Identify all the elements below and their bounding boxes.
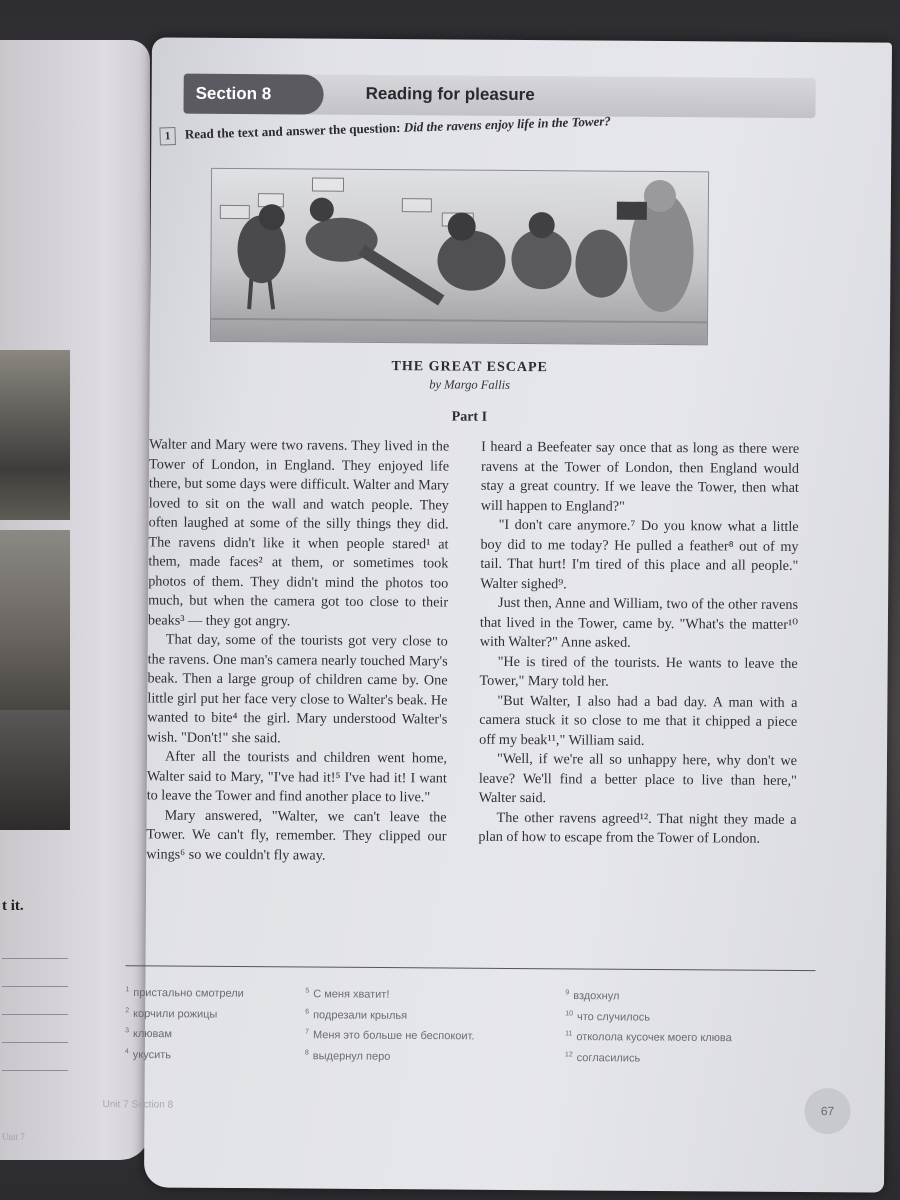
footnote — [125, 981, 244, 1002]
paragraph: After all the tourists and children went home, Walter said to Mary, "I've had it!⁵ I've had it! I want to leave the Tower and find another place to live." — [146, 748, 448, 806]
ravens-drawing — [211, 169, 708, 344]
footnote — [125, 1023, 244, 1044]
page-footer-unit: Unit 7 Section 8 — [102, 1099, 174, 1111]
story-column-right — [478, 438, 799, 850]
footnote-number: 6 — [305, 1008, 310, 1016]
footnote-divider — [126, 965, 816, 971]
footnotes-column-3 — [565, 984, 732, 1068]
footnote-text: что случилось — [576, 1010, 651, 1024]
task-number: 1 — [159, 127, 176, 145]
paragraph: "He is tired of the tourists. He wants to leave the Tower," Mary told her. — [479, 653, 798, 690]
footnote — [125, 1043, 244, 1064]
footnote — [305, 1024, 475, 1046]
textbook-page — [102, 37, 892, 1192]
paragraph: Just then, Anne and William, two of the other ravens that lived in the Tower, came by. "What's the matter¹⁰ with Walter?" Anne asked. — [479, 594, 799, 651]
footnote-text: укусить — [132, 1048, 172, 1062]
footnote-text: корчили рожицы — [133, 1007, 218, 1021]
left-photo-statue — [0, 350, 70, 520]
footnote — [305, 983, 475, 1005]
footnote-text: С меня хватит! — [313, 988, 390, 1001]
footnotes-column-1 — [125, 981, 244, 1064]
footnote-number: 8 — [304, 1049, 309, 1057]
footnote-number: 10 — [565, 1009, 574, 1018]
left-photo-beefeater — [0, 530, 70, 740]
footnotes-column-2 — [305, 983, 475, 1067]
paragraph: Mary answered, "Walter, we can't leave the Tower. We can't fly, remember. They clipped our wings⁶ so we couldn't fly away. — [146, 807, 447, 864]
footnote — [305, 1003, 475, 1025]
ravens-illustration — [210, 168, 709, 345]
footnote-number: 12 — [564, 1051, 573, 1059]
footnote-text: вздохнул — [573, 990, 620, 1003]
footnote — [565, 984, 732, 1006]
footnote — [565, 1046, 732, 1068]
section-title: Reading for pleasure — [365, 83, 535, 105]
footnote-number: 11 — [565, 1030, 573, 1038]
footnote-number: 9 — [565, 989, 570, 997]
footnote-text: отколола кусочек моего клюва — [576, 1031, 732, 1045]
left-page-text: t it. — [2, 898, 24, 914]
left-photo-tower — [0, 710, 70, 830]
paragraph: "But Walter, I also had a bad day. A man with a camera stuck it so close to me that it chipped a piece off my beak¹¹," William said. — [479, 692, 798, 749]
story-column-left — [146, 435, 449, 866]
section-label: Section 8 — [183, 74, 323, 115]
footnote-number: 5 — [305, 987, 310, 995]
footnote-text: согласились — [576, 1052, 641, 1065]
paragraph: "I don't care anymore.⁷ Do you know what a little boy did to me today? He pulled a feather⁸ out of my tail. That hurt! I'm tired of this place and all people." Walter sighed⁹. — [480, 516, 799, 592]
footnote-text: клювам — [132, 1028, 173, 1041]
footnote-number: 1 — [125, 986, 130, 994]
task-instruction — [159, 113, 611, 145]
task-question: Did the ravens enjoy life in the Tower? — [403, 113, 612, 135]
story-author: by Margo Fallis — [429, 377, 511, 392]
footnote-text: выдернул перо — [312, 1050, 391, 1063]
footnote-number: 4 — [124, 1048, 129, 1056]
footnote — [565, 1026, 732, 1048]
left-page-footer: Unit 7 — [2, 1132, 25, 1142]
paragraph: "Well, if we're all so unhappy here, why don't we leave? We'll find a better place to live than here," Walter said. — [478, 750, 798, 807]
footnote — [565, 1005, 732, 1027]
paragraph: That day, some of the tourists got very close to the ravens. One man's camera nearly touched Mary's beak. Then a large group of children came by. One little girl put her face very close to Walter's beak. He wanted to bite⁴ the girl. Mary understood Walter's wish. "Don't!" she said. — [147, 631, 448, 746]
paragraph: The other ravens agreed¹². That night they made a plan of how to escape from the Tower of London. — [478, 809, 797, 847]
paragraph: I heard a Beefeater say once that as long as there were ravens at the Tower of London, then England would stay a great country. If we leave the Tower, then what will happen to England?" — [480, 438, 800, 515]
section-header — [183, 74, 815, 118]
story-part: Part I — [451, 409, 488, 425]
footnote-text: пристально смотрели — [133, 986, 244, 1000]
footnote-number: 2 — [125, 1006, 130, 1014]
paragraph: Walter and Mary were two ravens. They lived in the Tower of London, in England. They enjoyed life there, but some days were difficult. Walter and Mary loved to sit on the wall and watch people. They often laughed at some of the silly things they did. The ravens didn't like it when people stared¹ at them, made faces² at them, or sometimes took photos of them. They didn't mind the photos too much, but when the camera got too close to their beaks³ — they got angry. — [147, 436, 450, 629]
footnote-text: Меня это больше не беспокоит. — [312, 1029, 475, 1043]
page-number: 67 — [804, 1088, 850, 1134]
footnote-text: подрезали крылья — [313, 1008, 408, 1022]
footnote — [125, 1002, 244, 1023]
task-text: Read the text and answer the question: — [184, 119, 401, 142]
footnote-number: 3 — [125, 1027, 130, 1035]
story-title: THE GREAT ESCAPE — [391, 359, 548, 376]
footnote-number: 7 — [305, 1028, 310, 1036]
footnote — [305, 1044, 475, 1066]
